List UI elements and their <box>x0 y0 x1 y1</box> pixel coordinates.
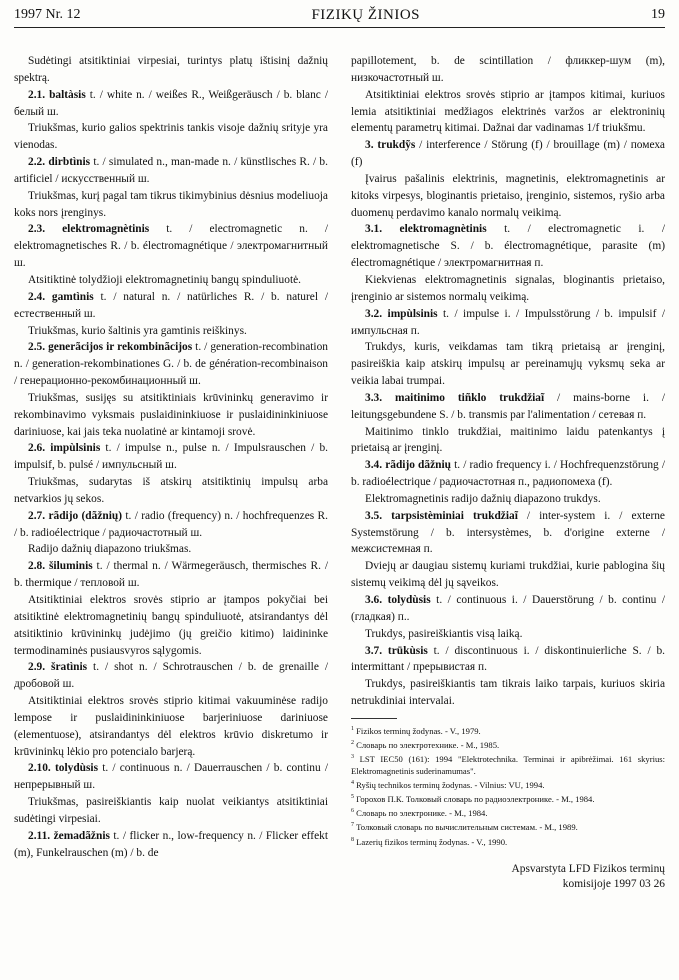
definition-text: Kiekvienas elektromagnetinis signalas, bloginantis prietaiso, įrenginio ar sistemos normalų veikimą. <box>351 273 665 303</box>
term-equivalents: t. / continuous n. / Dauerrauschen / b. continu / непрерывный ш. <box>14 762 328 792</box>
approval-line-2: komisijoje 1997 03 26 <box>562 877 665 890</box>
definition-text: Triukšmas, susijęs su atsitiktiniais krūvininkų generavimo ir rekombinavimo vyksmais puslaidininkiuose ir puslaidininkiniuose dariniuose, kai jais teka nuolatinė ar kintamoji srovė. <box>14 391 328 438</box>
term-headword: trukdỹs <box>377 139 416 152</box>
term-headword: tolydùsis <box>54 762 99 775</box>
definition-text: Įvairus pašalinis elektrinis, magnetinis, elektromagnetinis ar kitoks virpesys, bloginantis prietaiso, įrenginio, sistemos, ryšio arba duomenų perdavimo kanalo normalų veikimą. <box>351 172 665 219</box>
footnote-marker: 3 <box>351 754 354 761</box>
term-headword: žemadãžnis <box>53 829 110 842</box>
term-equivalents: / inter-system i. / externe Systemstörung / b. intersystèmes, b. d'origine externe / межсистемная п. <box>351 509 665 556</box>
definition-text: Trukdys, pasireiškiantis tam tikrais laiko tarpais, kuriuos skiria netrukdiniai intervalai. <box>351 678 665 708</box>
footnote-marker: 7 <box>351 822 354 829</box>
term-equivalents: t. / electromagnetic n. / elektromagnetisches R. / b. électromagnétique / электромагнитный ш. <box>14 223 328 270</box>
term-number: 3.5. <box>365 509 383 522</box>
definition-text: Trukdys, kuris, veikdamas tam tikrą prietaisą ar įrenginį, pasireiškia kaip atskirų impulsų ar pereinamųjų vyksmų seka ar veikia labai trumpai. <box>351 341 665 388</box>
term-headword: rãdijo dãžnių <box>385 459 451 472</box>
footnote-marker: 5 <box>351 794 354 801</box>
footnote <box>351 805 665 819</box>
footnote <box>351 834 665 848</box>
footnotes <box>351 723 665 848</box>
footnote <box>351 791 665 805</box>
term-entry <box>351 508 665 559</box>
term-number: 2.7. <box>28 509 46 522</box>
term-headword: impùlsinis <box>387 307 438 320</box>
term-headword: elektromagnètinis <box>62 223 150 236</box>
term-equivalents: t. / shot n. / Schrotrauschen / b. de grenaille / дробовой ш. <box>14 661 328 691</box>
term-equivalents: t. / electromagnetic i. / elektromagnetische S. / b. électromagnétique, parasite (m) électromagnétique / электромагнитная п. <box>351 223 665 270</box>
left-column <box>14 53 328 892</box>
term-entry <box>351 221 665 272</box>
term-headword: šiluminis <box>48 560 93 573</box>
term-entry <box>14 440 328 474</box>
footnote-marker: 4 <box>351 780 354 787</box>
footnote-text: Толковый словарь по вычислительным системам. - М., 1989. <box>356 822 578 833</box>
definition-text: Triukšmas, kurio šaltinis yra gamtinis reiškinys. <box>28 324 247 337</box>
term-equivalents: t. / radio frequency i. / Hochfrequenzstörung / b. radioélectrique / радиочастотная п., радиопомеха (f). <box>351 459 665 489</box>
footnote-marker: 6 <box>351 808 354 815</box>
definition-text: Atsitiktiniai elektros srovės stiprio kitimai vakuuminėse radijo lempose ir puslaidininkiniuose barjeriniuose dariniuose (elementuose), atsirandantys dėl elektros krūvio diskretumo ir krūvininkų lėkio pro potencialo barjerą. <box>14 695 328 758</box>
footnote <box>351 723 665 737</box>
term-entry <box>351 643 665 677</box>
footnote-text: Lazerių fizikos terminų žodynas. - V., 1990. <box>356 836 508 847</box>
term-number: 3.2. <box>365 307 383 320</box>
term-entry <box>14 154 328 188</box>
continued-equivalents: papillotement, b. de scintillation / фликкер-шум (m), низкочастотный ш. <box>351 55 665 84</box>
footnote <box>351 777 665 791</box>
footnote-marker: 2 <box>351 739 354 746</box>
footnote-text: Словарь по электротехнике. - М., 1985. <box>356 739 500 750</box>
term-number: 2.6. <box>28 442 46 455</box>
term-number: 3.3. <box>365 391 383 404</box>
running-header <box>14 6 665 28</box>
footnote-marker: 8 <box>351 836 354 843</box>
term-number: 3.7. <box>365 644 383 657</box>
definition-text: Triukšmas, sudarytas iš atskirų atsitiktinių impulsų arba netvarkios jų sekos. <box>14 476 328 505</box>
footnote-marker: 1 <box>351 725 354 732</box>
footnote-separator <box>351 718 397 719</box>
term-number: 2.1. <box>28 88 46 101</box>
definition-text: Elektromagnetinis radijo dažnių diapazono trukdys. <box>365 492 601 505</box>
issue-number: 1997 Nr. 12 <box>14 7 81 22</box>
definition-text: Dviejų ar daugiau sistemų kuriami trukdžiai, kurie pablogina šių sistemų veikimą dėl jų sąveikos. <box>351 560 665 590</box>
term-entry <box>351 592 665 626</box>
term-equivalents: t. / discontinuous i. / diskontinuierliche S. / b. intermittant / прерывистая п. <box>351 644 665 674</box>
term-headword: dirbtìnis <box>48 156 91 169</box>
term-equivalents: t. / white n. / weißes R., Weißgeräusch / b. blanc / белый ш. <box>14 88 328 118</box>
definition-text: Maitinimo tinklo trukdžiai, maitinimo laidu patenkantys į prietaisą ar įrenginį. <box>351 425 665 455</box>
definition-text: Triukšmas, kurį pagal tam tikrus tikimybinius dėsnius modeliuoja koks nors įrenginys. <box>14 189 328 219</box>
term-entry <box>351 390 665 424</box>
term-equivalents: / mains-borne i. / leitungsgebundene S. / b. transmis par l'alimentation / сетевая п. <box>351 391 665 421</box>
term-headword: trūkùsis <box>387 644 428 657</box>
definition-text: Sudėtingi atsitiktiniai virpesiai, turintys platų ištisinį dažnių spektrą. <box>14 55 328 84</box>
term-entry <box>14 339 328 390</box>
definition-text: Atsitiktiniai elektros srovės stiprio ar įtampos pokyčiai bei atsitiktinė elektromagnetinių bangų spinduliuotė, atsirandantys dėl atsitiktinio krūvininkų judėjimo (jų greičio kitimo) laidininke termodinaminės pusiausvyros sąlygomis. <box>14 594 328 657</box>
term-headword: šratìnis <box>51 661 88 674</box>
definition-text: Triukšmas, kurio galios spektrinis tankis visoje dažnių srityje yra vienodas. <box>14 122 328 152</box>
term-entry <box>14 760 328 794</box>
term-headword: tarpsistèminiai trukdžiaĩ <box>391 509 518 522</box>
term-entry <box>14 508 328 542</box>
term-headword: tolydùsis <box>387 594 431 606</box>
term-equivalents: t. / generation-recombination n. / generation-rekombinationes G. / b. de génération-recombinaison / генерационно-рекомбинационный ш. <box>14 341 328 388</box>
definition-text: Radijo dažnių diapazono triukšmas. <box>28 543 192 556</box>
right-column-entries <box>351 53 665 710</box>
term-number: 2.10. <box>28 762 51 775</box>
term-equivalents: / interference / Störung (f) / brouillage (m) / помеха (f) <box>351 139 665 169</box>
page-number: 19 <box>650 7 665 22</box>
term-entry <box>14 221 328 272</box>
term-number: 2.5. <box>28 341 46 354</box>
term-entry <box>14 289 328 323</box>
journal-title: FIZIKŲ ŽINIOS <box>311 7 421 23</box>
approval-note <box>351 862 665 892</box>
term-number: 2.4. <box>28 290 46 303</box>
term-number: 2.2. <box>28 156 46 169</box>
definition-text: Atsitiktiniai elektros srovės stiprio ar įtampos kitimai, kuriuos lemia atsitiktiniai medžiagos elektrinės varžos ar elektroninių elementų parametrų kitimai. Dažnai dar vadinamas 1/f triukšmu. <box>351 88 665 135</box>
term-number: 3.1. <box>365 223 383 236</box>
footnote-text: Ryšių technikos terminų žodynas. - Vilnius: VU, 1994. <box>356 780 545 791</box>
definition-text: Trukdys, pasireiškiantis visą laiką. <box>365 627 523 640</box>
term-headword: elektromagnètinis <box>399 223 487 236</box>
term-number: 2.3. <box>28 223 46 236</box>
term-entry <box>14 659 328 693</box>
term-entry <box>14 87 328 121</box>
two-column-body <box>14 53 665 892</box>
term-entry <box>14 828 328 862</box>
term-headword: generãcijos ir rekombinãcijos <box>48 341 193 354</box>
footnote-text: LST IEC50 (161): 1994 "Elektrotechnika. Terminai ir apibrėžimai. 161 skyrius: Elektromagnetinis suderinamumas". <box>351 753 665 777</box>
term-headword: rãdijo (dãžnių) <box>48 509 123 522</box>
footnote <box>351 751 665 777</box>
term-headword: gamtìnis <box>51 290 94 303</box>
term-entry <box>351 457 665 491</box>
definition-text: Triukšmas, pasireiškiantis kaip nuolat veikiantys atsitiktiniai sudėtingi virpesiai. <box>14 796 328 825</box>
term-equivalents: t. / simulated n., man-made n. / künstlisches R. / b. artificiel / искусственный ш. <box>14 156 328 185</box>
footnote-text: Словарь по электронике. - М., 1984. <box>356 808 488 819</box>
footnote <box>351 819 665 833</box>
term-number: 3. <box>365 139 374 152</box>
definition-text: Atsitiktinė tolydžioji elektromagnetinių bangų spinduliuotė. <box>28 273 302 286</box>
term-number: 2.11. <box>28 829 51 842</box>
term-number: 2.8. <box>28 560 46 573</box>
term-number: 3.4. <box>365 459 383 472</box>
term-equivalents: t. / radio (frequency) n. / hochfrequenzes R. / b. radioélectrique / радиочастотный ш. <box>14 509 328 539</box>
term-headword: maitinimo tiñklo trukdžiaĩ <box>394 391 545 404</box>
term-equivalents: t. / impulse i. / Impulsstörung / b. impulsif / импульсная п. <box>351 307 665 337</box>
term-equivalents: t. / impulse n., pulse n. / Impulsrauschen / b. impulsif, b. pulsé / импульсный ш. <box>14 442 328 472</box>
term-equivalents: t. / thermal n. / Wärmegeräusch, thermisches R. / b. thermique / тепловой ш. <box>14 560 328 590</box>
approval-line-1: Apsvarstyta LFD Fizikos terminų <box>511 862 665 875</box>
term-entry <box>14 558 328 592</box>
term-entry <box>351 137 665 171</box>
term-number: 2.9. <box>28 661 46 674</box>
term-equivalents: t. / continuous i. / Dauerstörung / b. continu / (гладкая) п.. <box>351 594 665 623</box>
term-headword: baltàsis <box>49 88 86 101</box>
term-headword: impùlsinis <box>50 442 101 455</box>
term-equivalents: t. / natural n. / natürliches R. / b. naturel / естественный ш. <box>14 290 328 320</box>
footnote-text: Горохов П.К. Толковый словарь по радиоэлектронике. - М., 1984. <box>356 794 595 805</box>
footnote-text: Fizikos terminų žodynas. - V., 1979. <box>356 725 481 736</box>
right-column <box>351 53 665 892</box>
footnote <box>351 737 665 751</box>
term-equivalents: t. / flicker n., low-frequency n. / Flicker effekt (m), Funkelrauschen (m) / b. de <box>14 829 328 859</box>
term-entry <box>351 306 665 340</box>
term-number: 3.6. <box>365 594 383 606</box>
